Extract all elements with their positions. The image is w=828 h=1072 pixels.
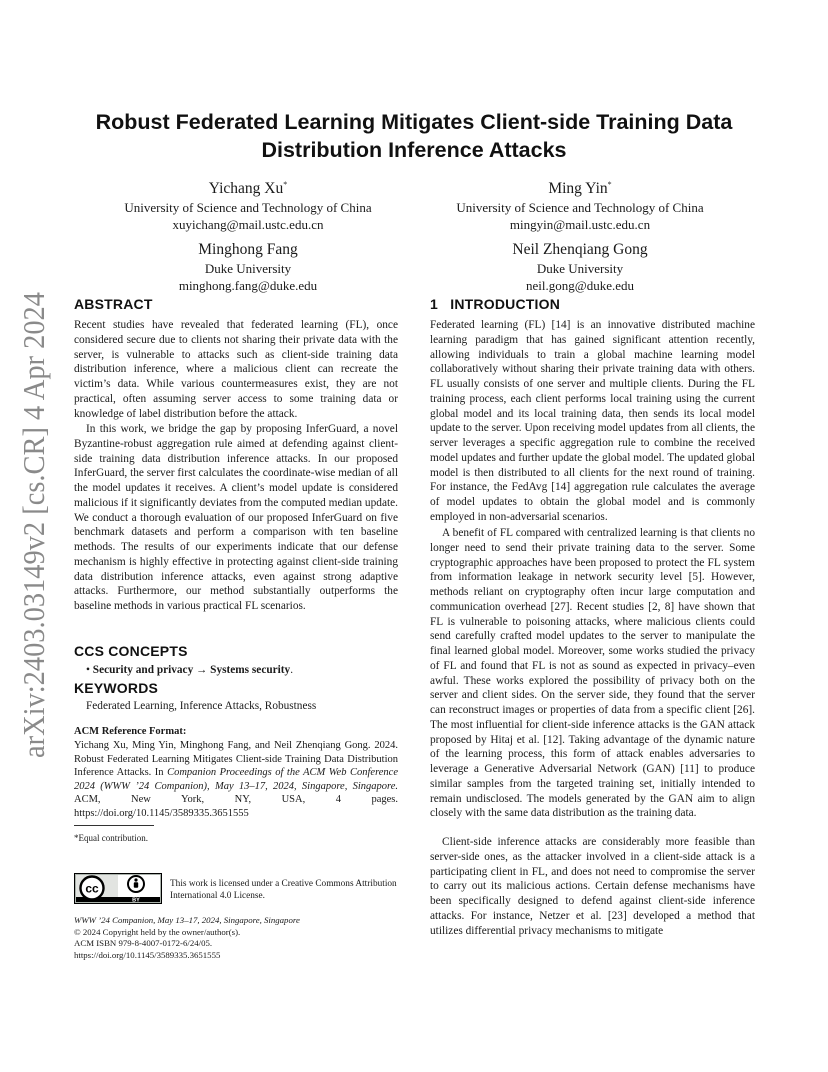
abstract-heading: ABSTRACT — [74, 296, 153, 312]
author-block-1 — [74, 175, 422, 233]
ccs-item-b: Systems security — [210, 664, 291, 676]
author-name: Yichang Xu* — [208, 180, 288, 198]
venue-info — [74, 915, 300, 961]
venue-line-3: ACM ISBN 979-8-4007-0172-6/24/05. — [74, 938, 213, 949]
author-name: Minghong Fang — [198, 241, 298, 259]
ccs-heading: CCS CONCEPTS — [74, 643, 188, 659]
by-label: BY — [132, 897, 140, 904]
author-name: Ming Yin* — [548, 180, 612, 198]
introduction-heading: 1 INTRODUCTION — [430, 296, 561, 312]
ccs-item-a: Security and privacy — [92, 664, 194, 676]
author-block-2 — [406, 175, 754, 233]
arxiv-side-stamp — [6, 290, 54, 760]
footnote-rule — [74, 825, 154, 826]
cc-label: cc — [85, 881, 99, 896]
keywords-text: Federated Learning, Inference Attacks, Robustness — [86, 700, 317, 712]
footnote: *Equal contribution. — [74, 833, 148, 843]
reference-format-text: Yichang Xu, Ming Yin, Minghong Fang, and Neil Zhenqiang Gong. 2024. Robust Federated Learning Mitigates Client-side Training Data Distribution Inference Attacks. In Companion Proceedings of the ACM Web Conference 2024 (WWW ’24 Companion), May 13–17, 2024, Singapore, Singapore. ACM, New York, NY, USA, 4 pages. https://doi.org/10.1145/3589335.3651555 — [74, 740, 398, 819]
keywords-heading: KEYWORDS — [74, 680, 159, 696]
author-block-3 — [74, 236, 422, 294]
intro-paragraph-2: A benefit of FL compared with centralized learning is that clients no longer need to send their private training data to the server. Some cryptographic approaches have been proposed to protect the FL system from information leakage in network security level [5]. However, methods reliant on cryptography often incur large computation and communication overhead [27]. Recent studies [2, 8] have shown that FL is vulnerable to poisoning attacks, where malicious clients could send carefully crafted model updates to the server to manipulate the final learned global model. Moreover, some works studied the privacy of FL and found that FL is not as sound as expected in privacy–even awful. These works explored the possibility of privacy both on the server and client sides. On the server side, they found that the server can reconstruct images or properties of data from a specific client [26]. The most influential for client-side inference attacks is the GAN attack proposed by Hitaj et al. [12]. Taking advantage of the dynamic nature of the learning process, this form of attack enables adversaries to leverage a Generative Adversarial Network (GAN) [11] to produce similar samples from the targeted training set, initially intended to remain undisclosed. The models generated by the GAN aim to align closely with the same data distribution as the training data. — [430, 527, 755, 820]
author-affiliation: University of Science and Technology of China — [456, 200, 704, 216]
venue-doi-link[interactable]: https://doi.org/10.1145/3589335.3651555 — [74, 949, 221, 960]
author-email: mingyin@mail.ustc.edu.cn — [509, 217, 651, 233]
author-name: Neil Zhenqiang Gong — [512, 241, 648, 259]
author-affiliation: Duke University — [536, 261, 624, 277]
ccs-bullet: • — [86, 664, 90, 676]
license-text: This work is licensed under a Creative Commons Attribution International 4.0 License. — [170, 879, 397, 902]
author-affiliation: University of Science and Technology of China — [124, 200, 372, 216]
reference-format-heading: ACM Reference Format: — [74, 726, 187, 737]
author-email: xuyichang@mail.ustc.edu.cn — [172, 217, 324, 233]
venue-line-2: © 2024 Copyright held by the owner/author(s). — [74, 926, 241, 937]
abstract-paragraph-2: In this work, we bridge the gap by proposing InferGuard, a novel Byzantine-robust aggregation rule aimed at defending against client-side training data distribution inference attacks. In our proposed InferGuard, the server first calculates the coordinate-wise median of all the model updates it receives. A client’s model update is considered malicious if it significantly deviates from the computed median update. We conduct a thorough evaluation of our proposed InferGuard on five benchmark datasets and perform a comparison with ten baseline methods. The results of our experiments indicate that our defense mechanism is highly effective in protecting against client-side training data distribution inference attacks, even against strong adaptive attacks. Furthermore, our method substantially outperforms the baseline methods in various practical FL scenarios. — [74, 423, 398, 612]
author-email: minghong.fang@duke.edu — [178, 278, 318, 294]
ccs-concept: • Security and privacy → Systems security. — [86, 664, 294, 676]
cc-by-license-badge[interactable] — [74, 873, 162, 904]
author-block-4 — [406, 236, 754, 294]
venue-line-1: WWW ’24 Companion, May 13–17, 2024, Singapore, Singapore — [74, 915, 300, 925]
paper-title: Robust Federated Learning Mitigates Client-side Training Data Distribution Inference Attacks — [95, 110, 733, 162]
author-email: neil.gong@duke.edu — [525, 278, 634, 294]
arxiv-stamp-text: arXiv:2403.03149v2 [cs.CR] 4 Apr 2024 — [16, 290, 51, 758]
intro-paragraph-1: Federated learning (FL) [14] is an innovative distributed machine learning paradigm that has gained significant attention recently, allowing individuals to train a global machine learning model collaboratively without sharing their private training data with others. FL usually consists of one server and multiple clients. During the FL training process, each client performs local training using the current global model and its local training data, then sends its local model update to the server. Upon receiving model updates from all clients, the server leverages a specific aggregation rule to combine the received model updates and further update the global model. The updated global model is then distributed to all clients for the next round of training. For instance, the FedAvg [14] aggregation rule calculates the average of model updates to obtain the global model and is commonly employed in non-adversarial scenarios. — [430, 319, 755, 523]
author-affiliation: Duke University — [204, 261, 292, 277]
abstract-paragraph-1: Recent studies have revealed that federated learning (FL), once considered secure due to clients not sharing their private data with the server, is vulnerable to attacks such as client-side training data distribution inference, where a malicious client can recreate the victim’s data. While various countermeasures exist, they are not practical, often assuming server access to some training data or knowledge of label distribution before the attack. — [74, 319, 398, 420]
intro-paragraph-3: Client-side inference attacks are considerably more feasible than server-side ones, as the attacker involved in a client-side attack is a participating client in FL, and does not need to compromise the server to carry out its malicious actions. Certain defense mechanisms have been specifically designed to defend against client-side inference attacks. For instance, Netzer et al. [23] developed a method that utilizes differential privacy mechanisms to mitigate — [430, 836, 755, 937]
ccs-arrow: → — [196, 664, 208, 676]
arxiv-stamp-svg — [6, 290, 54, 760]
